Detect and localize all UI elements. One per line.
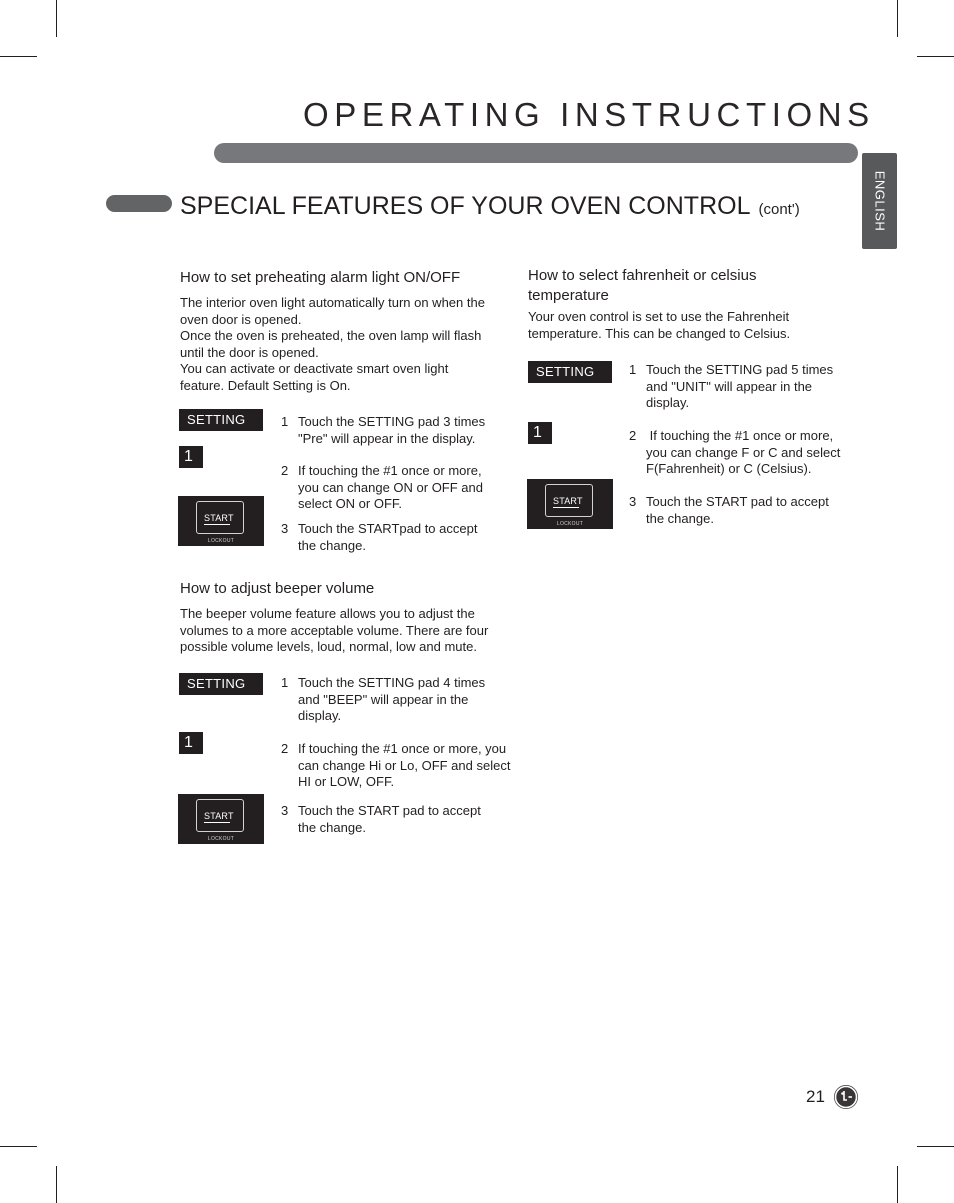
start-pad-frame	[196, 799, 244, 832]
crop-mark	[897, 0, 898, 37]
setting-pad: SETTING	[179, 409, 263, 431]
crop-mark	[897, 1166, 898, 1203]
language-tab	[862, 153, 897, 249]
temperature-intro: Your oven control is set to use the Fahrenheit temperature. This can be changed to Celsius.	[528, 309, 791, 341]
number-one-pad: 1	[528, 422, 552, 444]
beeper-heading: How to adjust beeper volume	[180, 580, 375, 597]
beeper-intro: The beeper volume feature allows you to adjust the volumes to a more acceptable volume. There are four possible volume levels, loud, normal, low and mute.	[180, 606, 489, 655]
crop-mark	[0, 1146, 37, 1147]
number-one-pad: 1	[179, 446, 203, 468]
lg-logo-icon	[834, 1085, 858, 1109]
page-number: 21	[806, 1087, 825, 1106]
crop-mark	[56, 1166, 57, 1203]
setting-pad: SETTING	[179, 673, 263, 695]
section-title-suffix: (cont')	[758, 201, 800, 218]
start-pad-label: START	[204, 811, 234, 821]
title-underline-bar	[214, 143, 858, 163]
crop-mark	[0, 56, 37, 57]
language-tab-label: ENGLISH	[872, 170, 887, 232]
start-pad-label: START	[204, 513, 234, 523]
start-pad-frame	[545, 484, 593, 517]
temperature-heading: How to select fahrenheit or celsius temperature	[528, 267, 757, 304]
start-pad	[527, 479, 613, 529]
crop-mark	[56, 0, 57, 37]
start-pad	[178, 496, 264, 546]
start-pad-label: START	[553, 496, 583, 506]
setting-pad: SETTING	[528, 361, 612, 383]
section-title: SPECIAL FEATURES OF YOUR OVEN CONTROL (cont')	[180, 192, 800, 220]
start-pad-frame	[196, 501, 244, 534]
lockout-label: LOCKOUT	[207, 836, 235, 842]
preheat-intro: The interior oven light automatically turn on when the oven door is opened. Once the oven is preheated, the oven lamp will flash until the door is opened. You can activate or deactivate smart oven light feature. Default Setting is On.	[180, 295, 485, 393]
page-title: OPERATING INSTRUCTIONS	[303, 96, 875, 133]
start-pad	[178, 794, 264, 844]
lockout-label: LOCKOUT	[207, 538, 235, 544]
crop-mark	[917, 56, 954, 57]
crop-mark	[917, 1146, 954, 1147]
preheat-heading: How to set preheating alarm light ON/OFF	[180, 269, 461, 286]
section-marker	[106, 195, 172, 212]
number-one-pad: 1	[179, 732, 203, 754]
lockout-label: LOCKOUT	[556, 521, 584, 527]
